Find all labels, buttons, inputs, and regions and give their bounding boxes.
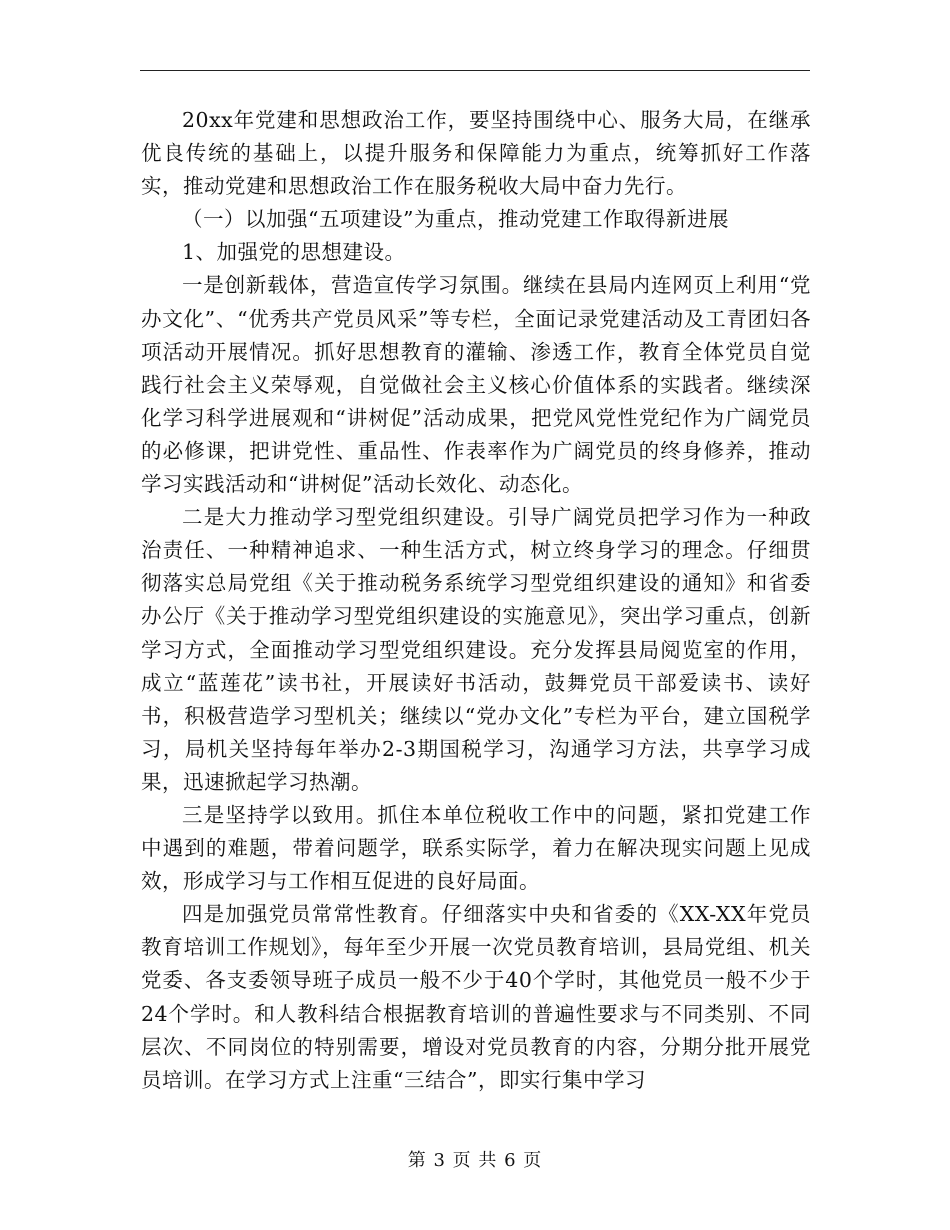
paragraph-item-3: 三是坚持学以致用。抓住本单位税收工作中的问题，紧扣党建工作中遇到的难题，带着问题学，联系实际学，着力在解决现实问题上见成效，形成学习与工作相互促进的良好局面。 (141, 802, 811, 894)
paragraph-item-2: 二是大力推动学习型党组织建设。引导广阔党员把学习作为一种政治责任、一种精神追求、一种生活方式，树立终身学习的理念。仔细贯彻落实总局党组《关于推动税务系统学习型党组织建设的通知》和省委办公厅《关于推动学习型党组织建设的实施意见》，突出学习重点，创新学习方式，全面推动学习型党组织建设。充分发挥县局阅览室的作用，成立“蓝莲花”读书社，开展读好书活动，鼓舞党员干部爱读书、读好书，积极营造学习型机关；继续以“党办文化”专栏为平台，建立国税学习，局机关坚持每年举办2-3期国税学习，沟通学习方法，共享学习成果，迅速掀起学习热潮。 (141, 505, 811, 794)
paragraph-item-1: 一是创新载体，营造宣传学习氛围。继续在县局内连网页上利用“党办文化”、“优秀共产党员风采”等专栏，全面记录党建活动及工青团妇各项活动开展情况。抓好思想教育的灌输、渗透工作，教育全体党员自觉践行社会主义荣辱观，自觉做社会主义核心价值体系的实践者。继续深化学习科学进展观和“讲树促”活动成果，把党风党性党纪作为广阔党员的必修课，把讲党性、重品性、作表率作为广阔党员的终身修养，推动学习实践活动和“讲树促”活动长效化、动态化。 (141, 273, 811, 497)
paragraph-intro: 20xx年党建和思想政治工作，要坚持围绕中心、服务大局，在继承优良传统的基础上，以提升服务和保障能力为重点，统筹抓好工作落实，推动党建和思想政治工作在服务税收大局中奋力先行。 (141, 108, 811, 199)
document-body (141, 104, 811, 1097)
header-rule (140, 70, 810, 71)
paragraph-item-4: 四是加强党员常常性教育。仔细落实中央和省委的《XX-XX年党员教育培训工作规划》，每年至少开展一次党员教育培训，县局党组、机关党委、各支委领导班子成员一般不少于40个学时，其他党员一般不少于24个学时。和人教科结合根据教育培训的普遍性要求与不同类别、不同层次、不同岗位的特别需要，增设对党员教育的内容，分期分批开展党员培训。在学习方式上注重“三结合”，即实行集中学习 (141, 902, 811, 1092)
section-heading: （一）以加强“五项建设”为重点，推动党建工作取得新进展 (182, 207, 729, 232)
subsection-heading: 1、加强党的思想建设。 (182, 240, 406, 265)
page-number: 第 3 页 共 6 页 (407, 1150, 543, 1171)
